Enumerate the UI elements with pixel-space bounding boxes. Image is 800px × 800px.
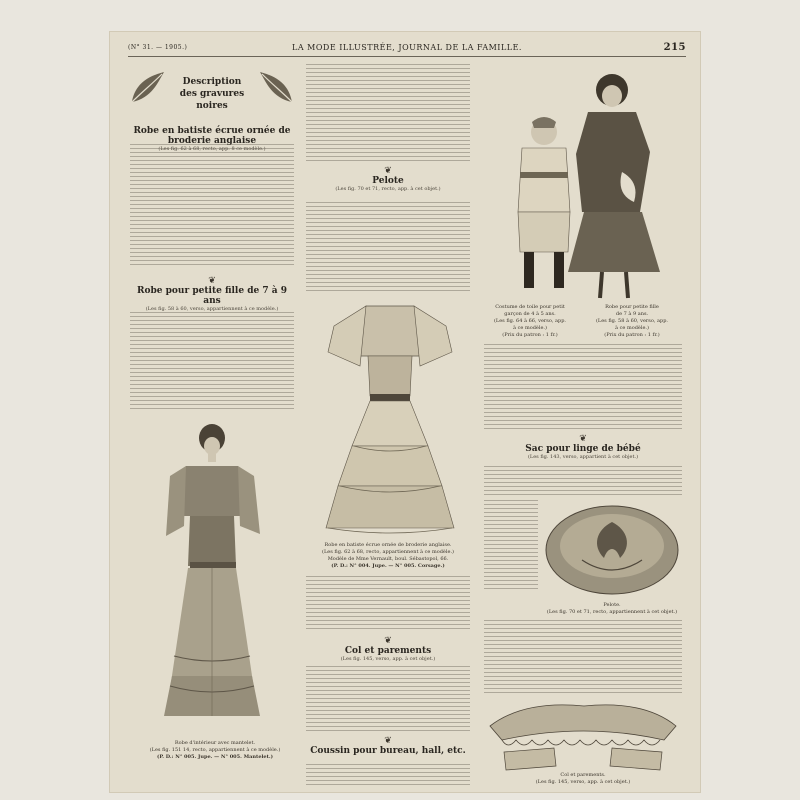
section-ref: (Les fig. 62 à 68, recto, app. 8 ce modèle.) [158, 146, 266, 152]
journal-title: LA MODE ILLUSTRÉE, JOURNAL DE LA FAMILLE. [292, 43, 522, 52]
fleuron-icon: ❦ [384, 636, 392, 646]
right-column [484, 434, 682, 460]
section-title-robe-fillette: Robe pour petite fille de 7 à 9 ans [137, 286, 287, 306]
col-parements-illustration [484, 696, 682, 772]
caption-line: à ce modèle.) [513, 325, 547, 331]
caption-line: de 7 à 9 ans. [615, 311, 649, 317]
caption-line: (Prix du patron : 1 fr.) [604, 332, 660, 338]
caption-line: (Les fig. 151 14, recto, appartiennent à ce modèle.) [149, 747, 281, 753]
description-subtitle: des gravures noires [179, 89, 245, 111]
body-text [130, 312, 294, 412]
caption-line: garçon de 4 à 5 ans. [504, 311, 556, 317]
caption-line: Robe en batiste écrue ornée de broderie anglaise. [324, 542, 452, 548]
caption-boy-costume [484, 304, 576, 339]
description-title: Description [182, 77, 242, 87]
leaf-ornament-icon [256, 68, 296, 108]
fleuron-icon: ❦ [384, 166, 392, 176]
caption-line: à ce modèle.) [615, 325, 649, 331]
left-column [128, 62, 296, 152]
center-column-3 [306, 736, 470, 756]
body-text [484, 466, 682, 498]
caption-line: (Les fig. 58 à 60, verso, app. [595, 318, 669, 324]
body-text [484, 620, 682, 694]
caption-line: Costume de toile pour petit [495, 304, 565, 310]
leaf-ornament-icon [128, 68, 168, 108]
body-text [306, 202, 470, 294]
caption-col [484, 772, 682, 786]
magazine-page [110, 32, 700, 792]
section-title-sac: Sac pour linge de bébé [525, 444, 641, 454]
body-text [306, 64, 470, 162]
page-number: 215 [663, 42, 686, 53]
pelote-illustration [542, 500, 682, 600]
running-head [128, 42, 686, 57]
left-column-2 [128, 276, 296, 312]
caption-line: Robe d'intérieur avec mantelet. [174, 740, 256, 746]
issue-number: (N° 31. — 1905.) [128, 44, 188, 51]
dress-illustration-left [150, 416, 280, 736]
caption-line: (P. D.: N° 004. Jupe. — N° 005. Corsage.) [331, 563, 445, 569]
fleuron-icon: ❦ [384, 736, 392, 746]
section-ref: (Les fig. 145, verso, app. à cet objet.) [340, 656, 436, 662]
caption-dress-left [140, 740, 290, 761]
body-text [484, 344, 682, 432]
caption-line: (Prix du patron : 1 fr.) [502, 332, 558, 338]
body-text [306, 666, 470, 734]
center-column [306, 166, 470, 192]
dress-illustration-center [320, 296, 460, 536]
caption-line: Col et parements. [560, 772, 606, 778]
caption-line: (Les fig. 70 et 71, recto, appartiennent à cet objet.) [546, 609, 678, 615]
body-text [130, 144, 294, 268]
caption-dress-center [306, 542, 470, 570]
caption-line: Modèle de Mme Vernault, boul. Sébastopol, 66. [327, 556, 449, 562]
section-title-coussin: Coussin pour bureau, hall, etc. [310, 746, 466, 756]
caption-line: Pelote. [603, 602, 621, 608]
caption-line: (Les fig. 145, verso, app. à cet objet.) [535, 779, 631, 785]
section-ref: (Les fig. 70 et 71, recto, app. à cet objet.) [335, 186, 441, 192]
section-ref: (Les fig. 143, verso, appartient à cet objet.) [527, 454, 639, 460]
body-text [306, 764, 470, 786]
section-ref: (Les fig. 58 à 60, verso, appartiennent à ce modèle.) [145, 306, 279, 312]
caption-girl-dress [584, 304, 680, 339]
body-text [484, 500, 538, 590]
children-illustration [484, 62, 684, 302]
section-title-col: Col et parements [344, 646, 432, 656]
section-title-robe-batiste: Robe en batiste écrue ornée de broderie anglaise [133, 126, 291, 146]
caption-line: (Les fig. 62 à 68, recto, appartiennent à ce modèle.) [322, 549, 454, 555]
center-column-2 [306, 636, 470, 662]
description-header [128, 62, 296, 122]
fleuron-icon: ❦ [208, 276, 216, 286]
body-text [306, 576, 470, 632]
caption-pelote [542, 602, 682, 616]
caption-line: (P. D.: N° 005. Jupe. — N° 005. Mantelet.) [156, 754, 274, 760]
caption-line: Robe pour petite fille [605, 304, 659, 310]
caption-line: (Les fig. 64 à 66, verso, app. [493, 318, 567, 324]
section-title-pelote: Pelote [372, 176, 404, 186]
fleuron-icon: ❦ [579, 434, 587, 444]
